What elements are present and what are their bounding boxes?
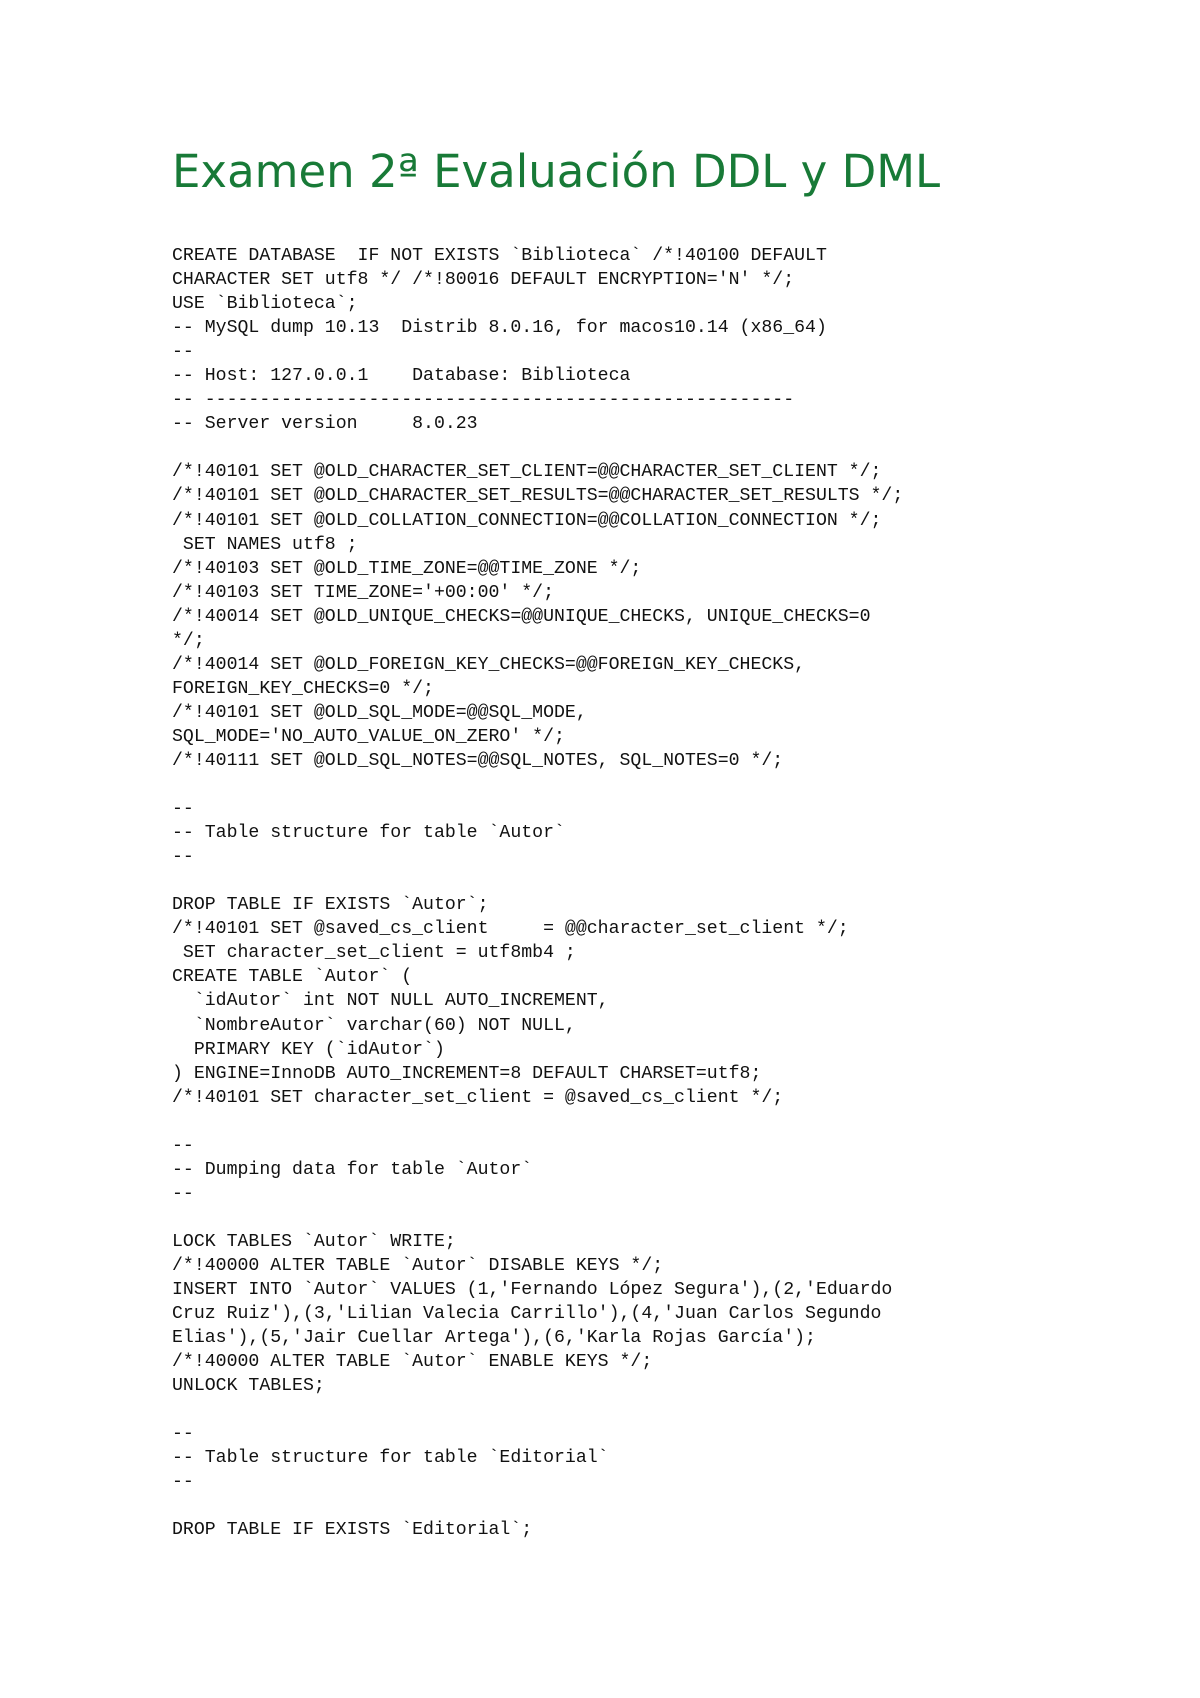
code-line: /*!40101 SET character_set_client = @saved_cs_client */;	[172, 1087, 784, 1108]
code-line: -- Table structure for table `Autor`	[172, 823, 565, 844]
code-line: /*!40000 ALTER TABLE `Autor` ENABLE KEYS */;	[172, 1352, 653, 1373]
code-line: --	[172, 1135, 194, 1156]
code-line: /*!40101 SET @OLD_COLLATION_CONNECTION=@@COLLATION_CONNECTION */;	[172, 510, 882, 531]
code-line	[172, 436, 1152, 460]
sql-code-block	[172, 244, 1152, 1543]
document-title: Examen 2ª Evaluación DDL y DML	[172, 145, 941, 198]
code-line: --	[172, 799, 194, 820]
code-line: /*!40103 SET TIME_ZONE='+00:00' */;	[172, 582, 554, 603]
code-line	[172, 1494, 1152, 1518]
code-line: /*!40101 SET @OLD_CHARACTER_SET_CLIENT=@@CHARACTER_SET_CLIENT */;	[172, 462, 882, 483]
code-line	[172, 869, 1152, 893]
code-line: DROP TABLE IF EXISTS `Editorial`;	[172, 1520, 533, 1541]
code-line: CREATE TABLE `Autor` (	[172, 967, 413, 988]
code-line: LOCK TABLES `Autor` WRITE;	[172, 1231, 456, 1252]
code-line	[172, 773, 1152, 797]
code-line: /*!40101 SET @OLD_CHARACTER_SET_RESULTS=@@CHARACTER_SET_RESULTS */;	[172, 486, 904, 507]
code-line: CREATE DATABASE IF NOT EXISTS `Biblioteca` /*!40100 DEFAULT	[172, 246, 827, 266]
code-line: --	[172, 1183, 194, 1204]
code-line: SQL_MODE='NO_AUTO_VALUE_ON_ZERO' */;	[172, 726, 565, 747]
code-line: -- Dumping data for table `Autor`	[172, 1159, 533, 1180]
code-line: FOREIGN_KEY_CHECKS=0 */;	[172, 678, 434, 699]
code-line: /*!40101 SET @OLD_SQL_MODE=@@SQL_MODE,	[172, 702, 587, 723]
code-line: PRIMARY KEY (`idAutor`)	[172, 1039, 445, 1060]
code-line: SET character_set_client = utf8mb4 ;	[172, 943, 576, 964]
code-line: Cruz Ruiz'),(3,'Lilian Valecia Carrillo'),(4,'Juan Carlos Segundo	[172, 1304, 882, 1325]
code-line: SET NAMES utf8 ;	[172, 534, 358, 555]
code-line: -- Server version 8.0.23	[172, 414, 478, 435]
code-line: /*!40111 SET @OLD_SQL_NOTES=@@SQL_NOTES, SQL_NOTES=0 */;	[172, 750, 784, 771]
code-line: /*!40000 ALTER TABLE `Autor` DISABLE KEYS */;	[172, 1255, 664, 1276]
code-line: --	[172, 1472, 194, 1493]
code-line: /*!40103 SET @OLD_TIME_ZONE=@@TIME_ZONE */;	[172, 558, 642, 579]
code-line: UNLOCK TABLES;	[172, 1376, 325, 1397]
code-line: --	[172, 1424, 194, 1445]
code-line: `NombreAutor` varchar(60) NOT NULL,	[172, 1015, 576, 1036]
code-line: */;	[172, 630, 205, 651]
code-line: -- ------------------------------------------------------	[172, 390, 795, 411]
code-line: --	[172, 847, 194, 868]
code-line: CHARACTER SET utf8 */ /*!80016 DEFAULT ENCRYPTION='N' */;	[172, 270, 795, 291]
code-line: USE `Biblioteca`;	[172, 294, 358, 315]
code-line: INSERT INTO `Autor` VALUES (1,'Fernando López Segura'),(2,'Eduardo	[172, 1280, 893, 1301]
code-line: /*!40014 SET @OLD_FOREIGN_KEY_CHECKS=@@FOREIGN_KEY_CHECKS,	[172, 654, 806, 675]
code-line: /*!40101 SET @saved_cs_client = @@character_set_client */;	[172, 919, 849, 940]
code-line: -- MySQL dump 10.13 Distrib 8.0.16, for macos10.14 (x86_64)	[172, 318, 827, 339]
code-line: Elias'),(5,'Jair Cuellar Artega'),(6,'Karla Rojas García');	[172, 1328, 816, 1349]
code-line: ) ENGINE=InnoDB AUTO_INCREMENT=8 DEFAULT CHARSET=utf8;	[172, 1063, 762, 1084]
code-line	[172, 1206, 1152, 1230]
code-line	[172, 1398, 1152, 1422]
code-line: /*!40014 SET @OLD_UNIQUE_CHECKS=@@UNIQUE_CHECKS, UNIQUE_CHECKS=0	[172, 606, 871, 627]
code-line: --	[172, 342, 194, 363]
code-line: -- Host: 127.0.0.1 Database: Biblioteca	[172, 366, 631, 387]
code-line	[172, 1110, 1152, 1134]
code-line: `idAutor` int NOT NULL AUTO_INCREMENT,	[172, 991, 609, 1012]
code-line: -- Table structure for table `Editorial`	[172, 1448, 609, 1469]
code-line: DROP TABLE IF EXISTS `Autor`;	[172, 895, 489, 916]
